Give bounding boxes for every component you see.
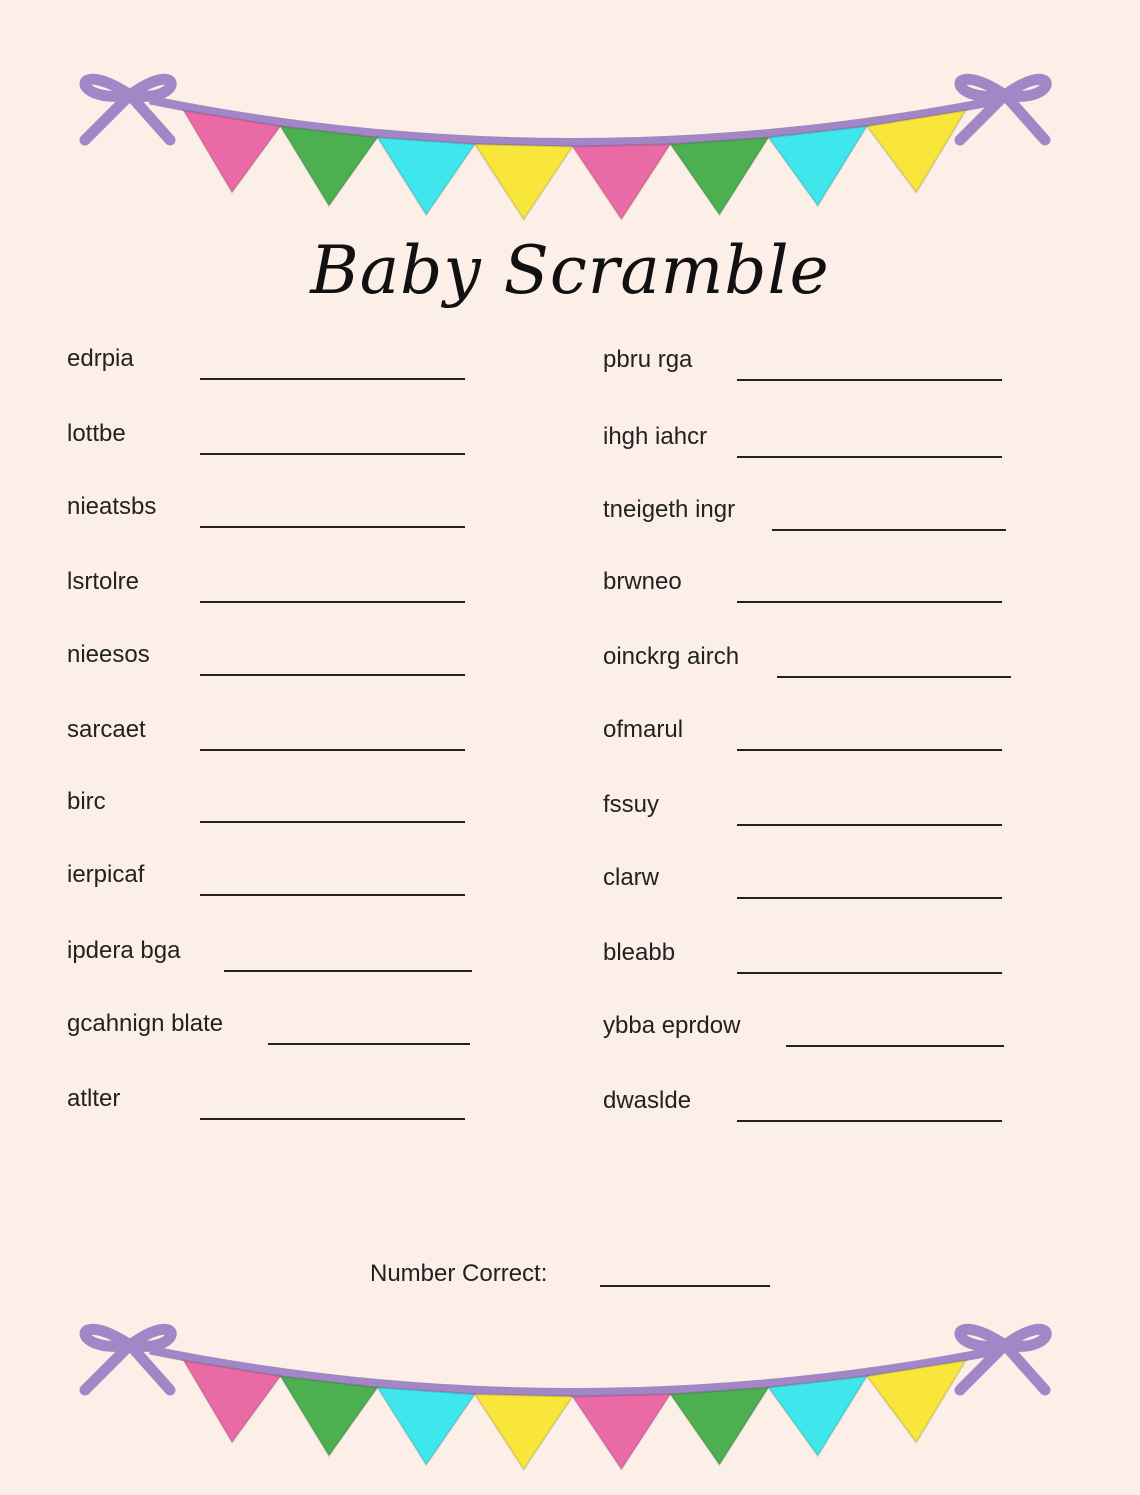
scrambled-word: lottbe (67, 420, 126, 447)
pennant-flag (378, 138, 475, 215)
answer-blank[interactable] (200, 674, 465, 676)
scrambled-word: atlter (67, 1085, 121, 1112)
answer-blank[interactable] (737, 1120, 1002, 1122)
pennant-flag (573, 1394, 671, 1469)
scrambled-word: gcahnign blate (67, 1010, 224, 1037)
pennant-flag (475, 1394, 573, 1469)
pennant-flag (769, 126, 867, 206)
scrambled-word: nieatsbs (67, 493, 157, 520)
answer-blank[interactable] (737, 601, 1002, 603)
scrambled-word: nieesos (67, 641, 150, 668)
ribbon-bow-left (85, 1329, 171, 1390)
answer-blank[interactable] (200, 378, 465, 380)
answer-blank[interactable] (200, 601, 465, 603)
bunting-bottom (0, 1295, 1140, 1495)
scrambled-word: tneigeth ingr (603, 496, 736, 523)
answer-blank[interactable] (200, 1118, 465, 1120)
scrambled-word: ofmarul (603, 716, 684, 743)
scrambled-word: sarcaet (67, 716, 146, 743)
scrambled-word: birc (67, 788, 106, 815)
scrambled-word: edrpia (67, 345, 134, 372)
scrambled-word: fssuy (603, 791, 660, 818)
number-correct-label: Number Correct: (370, 1260, 548, 1287)
page-title: Baby Scramble (310, 232, 830, 309)
answer-blank[interactable] (224, 970, 472, 972)
pennant-flag (280, 1376, 377, 1456)
answer-blank[interactable] (200, 894, 465, 896)
answer-blank[interactable] (200, 526, 465, 528)
answer-blank[interactable] (737, 749, 1002, 751)
scrambled-word: ihgh iahcr (603, 423, 708, 450)
answer-blank[interactable] (200, 453, 465, 455)
number-correct-blank[interactable] (600, 1285, 770, 1287)
scrambled-word: bleabb (603, 939, 676, 966)
scrambled-word: pbru rga (603, 346, 693, 373)
scrambled-word: lsrtolre (67, 568, 140, 595)
pennant-flag (378, 1388, 475, 1465)
answer-blank[interactable] (737, 824, 1002, 826)
answer-blank[interactable] (737, 456, 1002, 458)
answer-blank[interactable] (200, 749, 465, 751)
pennant-flag (475, 144, 573, 219)
pennant-flag (670, 138, 768, 215)
pennant-flag (280, 126, 377, 206)
answer-blank[interactable] (737, 972, 1002, 974)
answer-blank[interactable] (737, 379, 1002, 381)
answer-blank[interactable] (737, 897, 1002, 899)
answer-blank[interactable] (268, 1043, 470, 1045)
pennant-flag (573, 144, 671, 219)
scrambled-word: oinckrg airch (603, 643, 740, 670)
pennant-flag (670, 1388, 768, 1465)
scrambled-word: ierpicaf (67, 861, 145, 888)
scrambled-word: ybba eprdow (603, 1012, 741, 1039)
bunting-top (0, 45, 1140, 245)
bunting-ribbon (150, 1350, 1000, 1393)
scrambled-word: clarw (603, 864, 660, 891)
scrambled-word: ipdera bga (67, 937, 181, 964)
answer-blank[interactable] (772, 529, 1006, 531)
answer-blank[interactable] (786, 1045, 1004, 1047)
answer-blank[interactable] (777, 676, 1011, 678)
ribbon-bow-left (85, 79, 171, 140)
answer-blank[interactable] (200, 821, 465, 823)
bunting-ribbon (150, 100, 1000, 143)
scrambled-word: dwaslde (603, 1087, 692, 1114)
pennant-flag (769, 1376, 867, 1456)
scrambled-word: brwneo (603, 568, 682, 595)
